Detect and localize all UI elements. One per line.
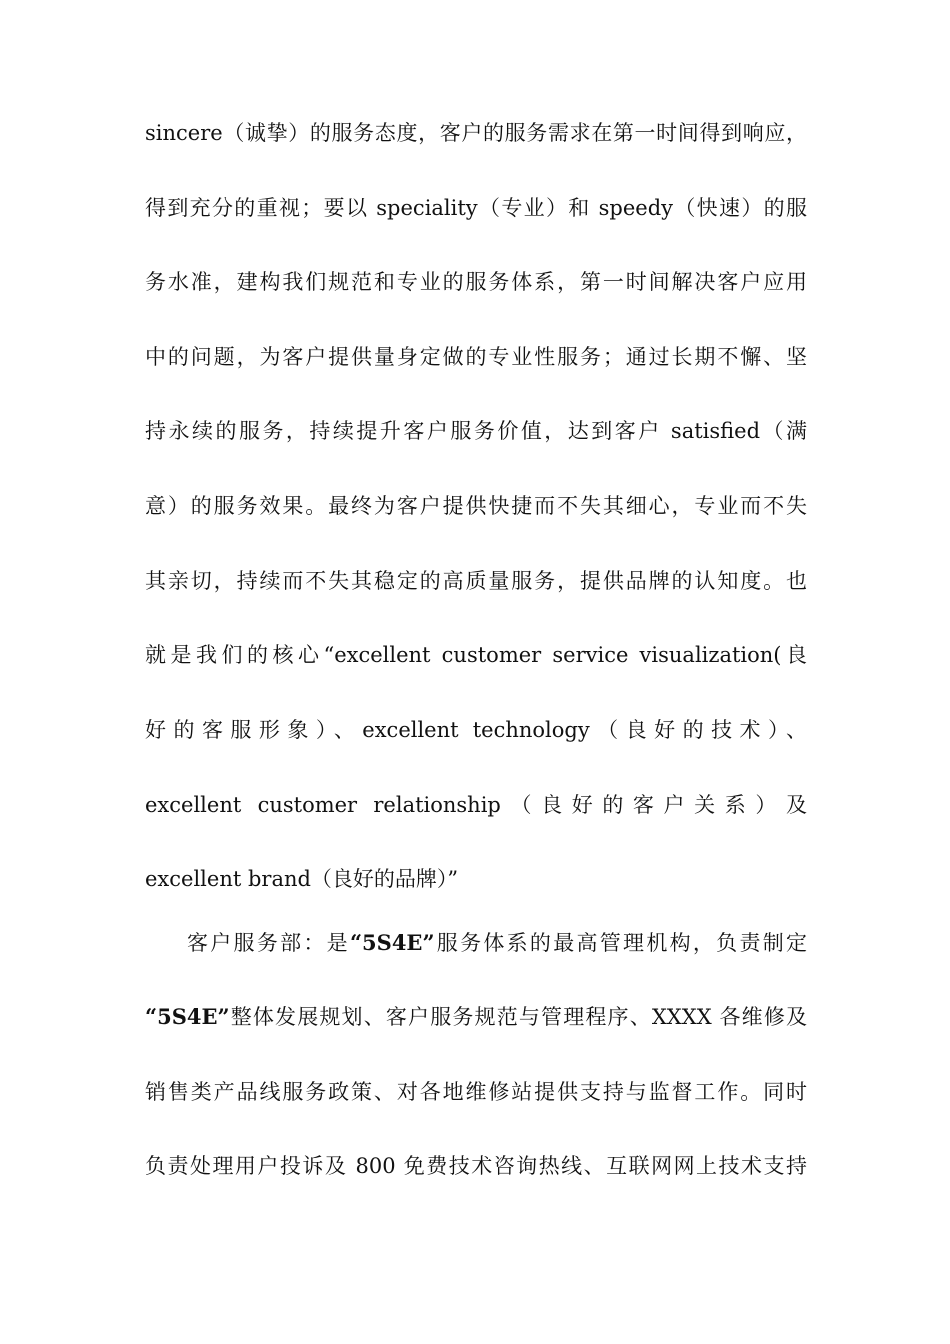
paragraph1-line-9: 好的客服形象）、excellent technology（良好的技术）、 <box>145 718 807 742</box>
paragraph2-line-1-prefix: 客户服务部：是 <box>187 931 350 955</box>
paragraph1-line-10: excellent customer relationship（良好的客户关系）及 <box>145 793 807 817</box>
paragraph1-line-6: 意）的服务效果。最终为客户提供快捷而不失其细心，专业而不失 <box>145 494 807 518</box>
paragraph1-line-4: 中的问题，为客户提供量身定做的专业性服务；通过长期不懈、坚 <box>145 345 807 369</box>
paragraph2-line-2-suffix: 整体发展规划、客户服务规范与管理程序、XXXX 各维修及 <box>229 1005 807 1029</box>
paragraph2-line-2 <box>145 1002 807 1032</box>
paragraph2-line-1-suffix: 服务体系的最高管理机构，负责制定 <box>434 931 808 955</box>
paragraph1-line-1: sincere（诚挚）的服务态度，客户的服务需求在第一时间得到响应， <box>145 121 807 145</box>
paragraph1-line-5: 持永续的服务，持续提升客户服务价值，达到客户 satisfied（满 <box>145 419 807 443</box>
paragraph2-line-3: 销售类产品线服务政策、对各地维修站提供支持与监督工作。同时 <box>145 1080 807 1104</box>
paragraph1-line-7: 其亲切，持续而不失其稳定的高质量服务，提供品牌的认知度。也 <box>145 569 807 593</box>
paragraph2-line-4: 负责处理用户投诉及 800 免费技术咨询热线、互联网网上技术支持 <box>145 1154 807 1178</box>
paragraph2-line-1 <box>187 928 807 958</box>
term-5s4e-2: “5S4E” <box>145 1004 230 1029</box>
paragraph1-line-3: 务水准，建构我们规范和专业的服务体系，第一时间解决客户应用 <box>145 270 807 294</box>
paragraph1-line-2: 得到充分的重视；要以 speciality（专业）和 speedy（快速）的服 <box>145 196 807 220</box>
term-5s4e: “5S4E” <box>349 930 435 955</box>
paragraph1-line-8: 就是我们的核心“excellent customer service visualization(良 <box>145 643 807 667</box>
paragraph1-line-11: excellent brand（良好的品牌）” <box>145 867 459 891</box>
